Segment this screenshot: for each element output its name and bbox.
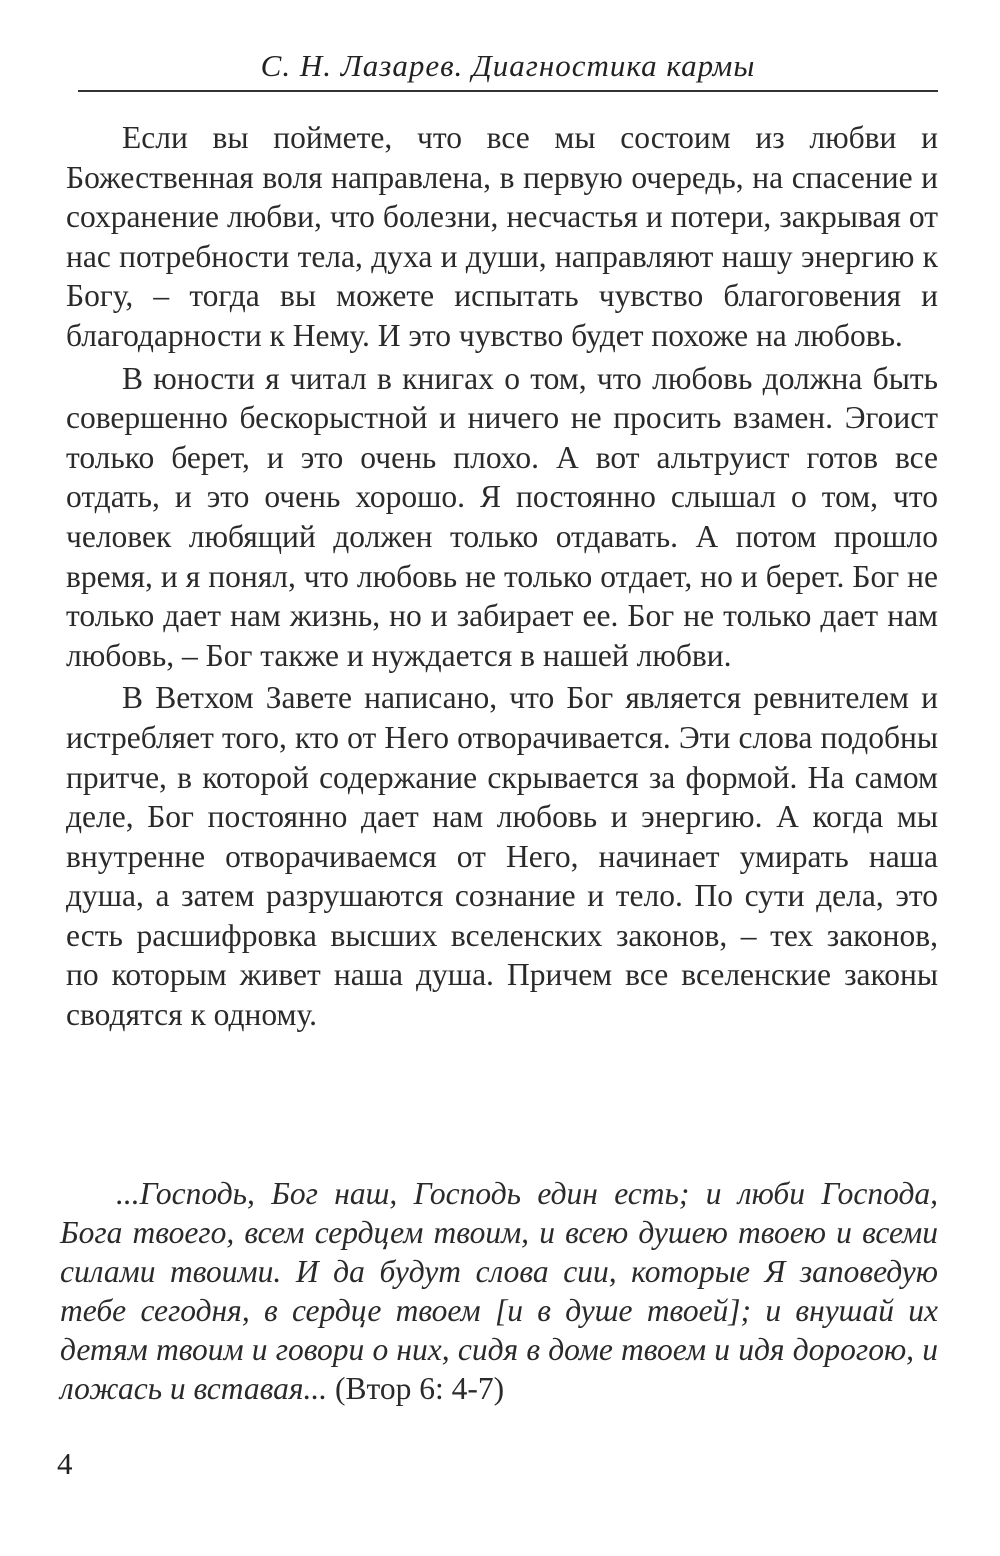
paragraph-2: В юности я читал в книгах о том, что любовь должна быть совершенно бескорыстной и ничего не просить взамен. Эгоист только берет, и это очень плохо. А вот альтруист готов все отдать, и это очень хорошо. Я постоянно слышал о том, что человек любящий должен только отдавать. А потом прошло время, и я понял, что любовь не только отдает, но и берет. Бог не только дает нам жизнь, но и забирает ее. Бог не только дает нам любовь, – Бог также и нуждается в нашей любви. xyxy=(66,360,938,673)
page-number: 4 xyxy=(57,1446,73,1481)
quote-reference: (Втор 6: 4-7) xyxy=(335,1371,505,1406)
paragraph-3: В Ветхом Завете написано, что Бог является ревнителем и истребляет того, кто от Него отворачивается. Эти слова подобны притче, в которой содержание скрывается за формой. На самом деле, Бог постоянно дает нам любовь и энергию. А когда мы внутренне отворачиваемся от Него, начинает умирать наша душа, а затем разрушаются сознание и тело. По сути дела, это есть расшифровка высших вселенских законов, – тех законов, по которым живет наша душа. Причем все вселенские законы сводятся к одному. xyxy=(66,680,938,1033)
paragraph-1: Если вы поймете, что все мы состоим из любви и Божественная воля направлена, в первую очередь, на спасение и сохранение любви, что болезни, несчастья и потери, закрывая от нас потребности тела, духа и души, направляют нашу энергию к Богу, – тогда вы можете испытать чувство благоговения и благодарности к Нему. И это чувство будет похоже на любовь. xyxy=(66,120,938,353)
quote-paragraph xyxy=(60,1174,938,1408)
quote-text: ...Господь, Бог наш, Господь един есть; и люби Господа, Бога твоего, всем сердцем твоим, и всею душею твоею и всеми силами твоими. И да будут слова сии, которые Я заповедую тебе сегодня, в сердце твоем [и в душе твоей]; и внушай их детям твоим и говори о них, сидя в доме твоем и идя дорогою, и ложась и вставая... xyxy=(60,1176,938,1406)
header-rule xyxy=(78,90,938,92)
scripture-quote xyxy=(60,1174,938,1408)
body-text xyxy=(66,118,938,1038)
running-head: С. Н. Лазарев. Диагностика кармы xyxy=(260,48,756,83)
